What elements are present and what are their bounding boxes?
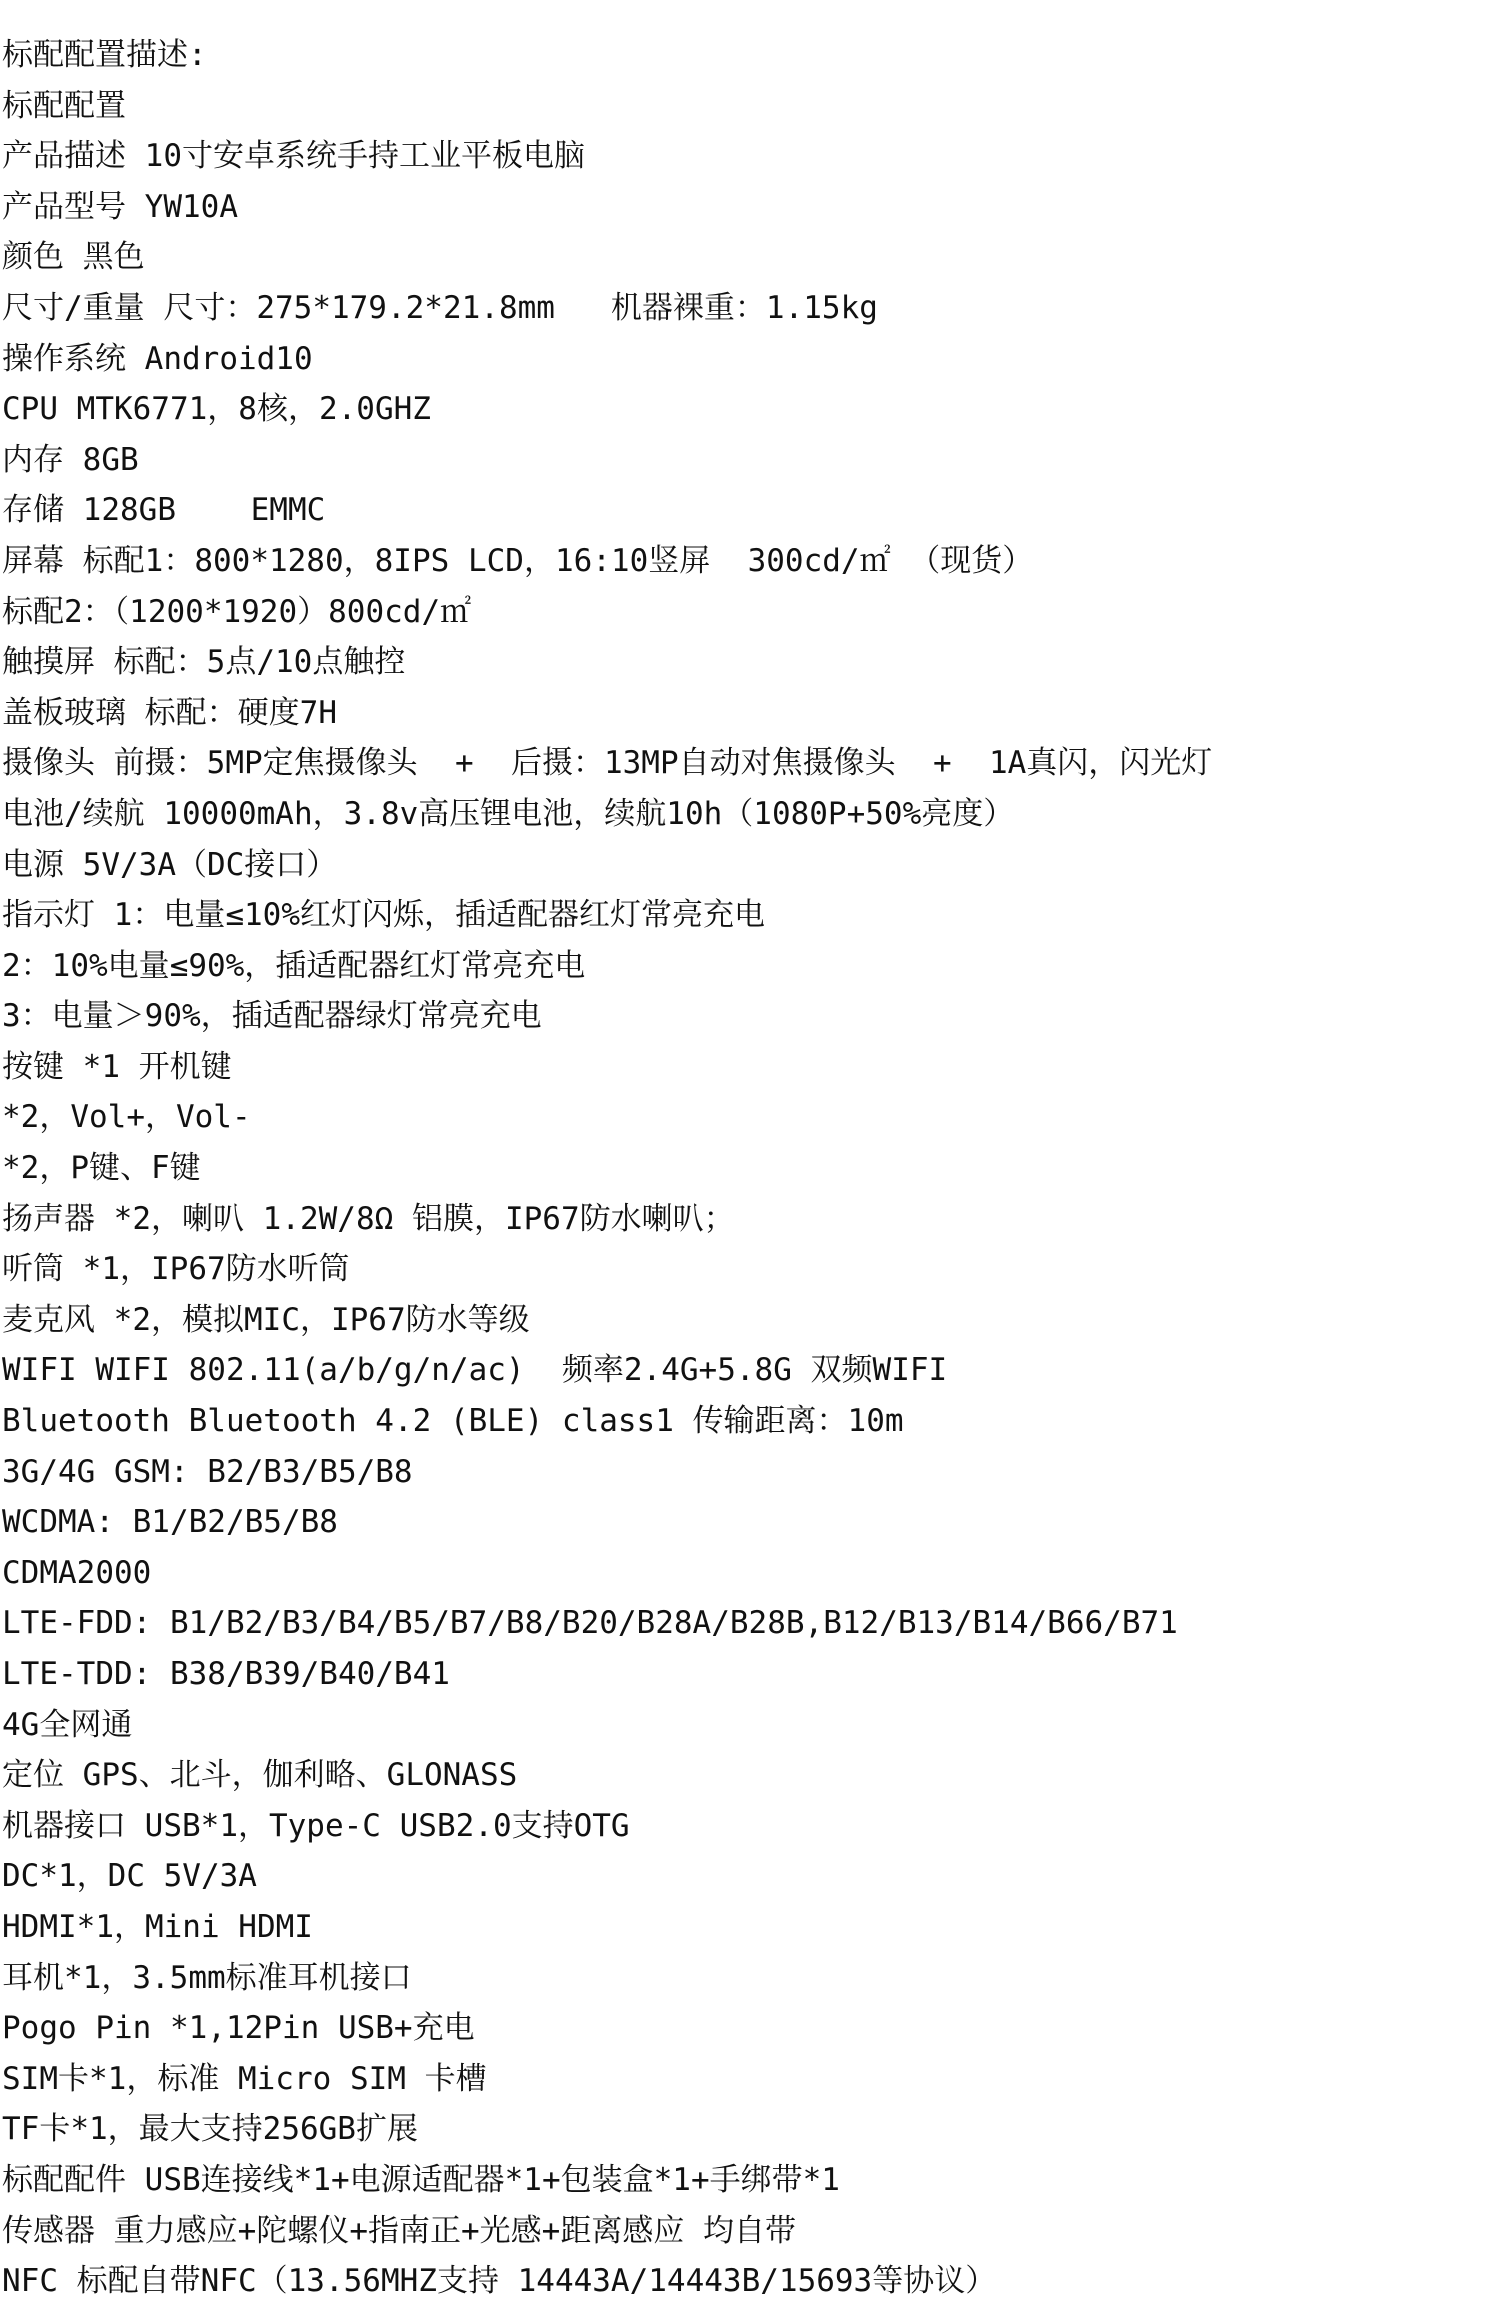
spec-line: 尺寸/重量 尺寸：275*179.2*21.8mm 机器裸重：1.15kg: [2, 289, 878, 326]
spec-line: NFC 标配自带NFC（13.56MHZ支持 14443A/14443B/15693等协议）: [2, 2263, 997, 2300]
spec-line: 2：10%电量≤90%，插适配器红灯常亮充电: [2, 947, 586, 984]
spec-line: 听筒 *1，IP67防水听筒: [2, 1251, 350, 1288]
spec-line: DC*1，DC 5V/3A: [2, 1858, 257, 1895]
spec-line: Pogo Pin *1,12Pin USB+充电: [2, 2010, 475, 2047]
spec-line: 扬声器 *2，喇叭 1.2W/8Ω 铝膜，IP67防水喇叭；: [2, 1200, 735, 1237]
spec-line: 定位 GPS、北斗，伽利略、GLONASS: [2, 1757, 518, 1794]
spec-line: 产品描述 10寸安卓系统手持工业平板电脑: [2, 138, 585, 175]
spec-line: 标配配置: [2, 87, 126, 124]
spec-line: CDMA2000: [2, 1554, 152, 1591]
spec-line: HDMI*1，Mini HDMI: [2, 1908, 313, 1945]
spec-line: 盖板玻璃 标配：硬度7H: [2, 694, 337, 731]
spec-line: 传感器 重力感应+陀螺仪+指南正+光感+距离感应 均自带: [2, 2212, 796, 2249]
spec-line: 触摸屏 标配：5点/10点触控: [2, 644, 406, 681]
spec-line: 麦克风 *2，模拟MIC，IP67防水等级: [2, 1301, 530, 1338]
spec-line: 屏幕 标配1：800*1280，8IPS LCD，16:10竖屏 300cd/㎡ （现货）: [2, 542, 1034, 579]
spec-line: *2，P键、F键: [2, 1150, 201, 1187]
spec-line: 机器接口 USB*1，Type-C USB2.0支持OTG: [2, 1807, 630, 1844]
spec-line: 颜色 黑色: [2, 239, 145, 276]
spec-line: 标配配置描述:: [2, 37, 207, 73]
spec-line: WIFI WIFI 802.11(a/b/g/n/ac) 频率2.4G+5.8G 双频WIFI: [2, 1352, 948, 1389]
spec-line: 电源 5V/3A（DC接口）: [2, 846, 338, 883]
spec-line: 按键 *1 开机键: [2, 1048, 232, 1085]
spec-line: CPU MTK6771，8核，2.0GHZ: [2, 391, 431, 428]
spec-line: *2，Vol+，Vol-: [2, 1099, 251, 1136]
spec-line: 电池/续航 10000mAh，3.8v高压锂电池，续航10h（1080P+50%亮度）: [2, 795, 1015, 832]
spec-line: 摄像头 前摄：5MP定焦摄像头 + 后摄：13MP自动对焦摄像头 + 1A真闪，闪光灯: [2, 745, 1213, 782]
spec-line: 存储 128GB EMMC: [2, 492, 326, 529]
spec-line: SIM卡*1，标准 Micro SIM 卡槽: [2, 2060, 487, 2097]
spec-line: 3：电量＞90%，插适配器绿灯常亮充电: [2, 998, 542, 1035]
spec-line: WCDMA: B1/B2/B5/B8: [2, 1504, 338, 1541]
spec-line: 操作系统 Android10: [2, 340, 313, 377]
spec-line: 耳机*1，3.5mm标准耳机接口: [2, 1959, 412, 1996]
spec-line: Bluetooth Bluetooth 4.2 (BLE) class1 传输距离：10m: [2, 1403, 904, 1440]
spec-line: LTE-FDD: B1/B2/B3/B4/B5/B7/B8/B20/B28A/B28B,B12/B13/B14/B66/B71: [2, 1605, 1178, 1642]
spec-line: 内存 8GB: [2, 441, 139, 478]
spec-line: 标配2：（1200*1920）800cd/㎡: [2, 593, 472, 630]
spec-line: 产品型号 YW10A: [2, 188, 238, 225]
spec-line: 4G全网通: [2, 1706, 133, 1743]
spec-line: LTE-TDD: B38/B39/B40/B41: [2, 1656, 450, 1692]
spec-line: 指示灯 1：电量≤10%红灯闪烁，插适配器红灯常亮充电: [2, 897, 765, 934]
spec-line: 3G/4G GSM: B2/B3/B5/B8: [2, 1453, 413, 1490]
spec-line: 标配配件 USB连接线*1+电源适配器*1+包装盒*1+手绑带*1: [2, 2161, 840, 2198]
spec-line: TF卡*1，最大支持256GB扩展: [2, 2111, 418, 2148]
